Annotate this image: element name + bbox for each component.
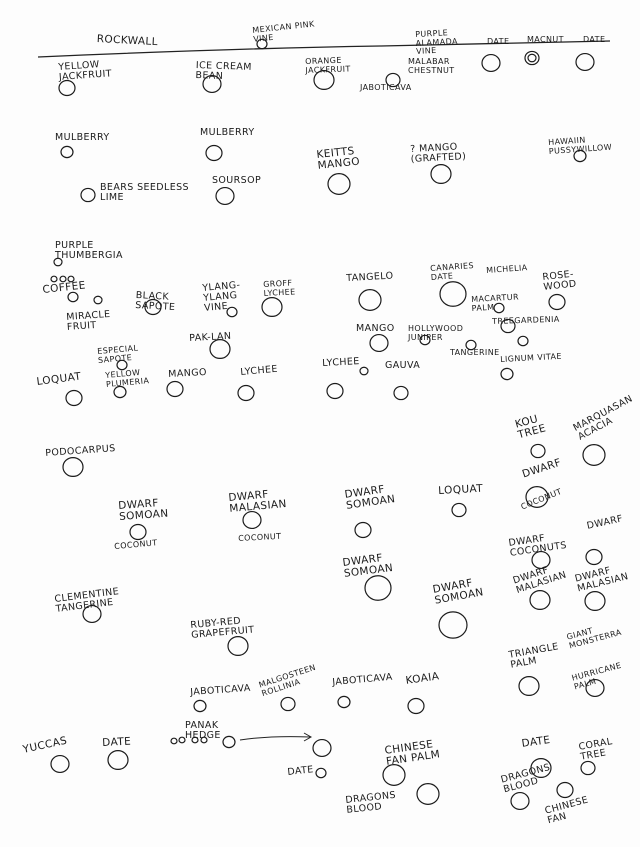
plant-marker-73 bbox=[51, 756, 69, 773]
plant-marker-51 bbox=[452, 503, 466, 516]
plant-marker-74 bbox=[108, 751, 128, 770]
plant-marker-50 bbox=[355, 522, 371, 537]
label-dwarf-malasian-3: DWARF MALASIAN bbox=[573, 565, 630, 595]
plant-marker-47 bbox=[63, 458, 83, 477]
label-dwarf-malasian-2: DWARF MALASIAN bbox=[511, 564, 568, 597]
label-mango-mid: MANGO bbox=[356, 323, 395, 334]
plant-marker-46 bbox=[583, 445, 605, 466]
plant-marker-75 bbox=[316, 768, 326, 777]
label-macartur-palm: MACARTUR PALM bbox=[470, 292, 520, 313]
plant-marker-71 bbox=[223, 736, 235, 747]
plant-marker-55 bbox=[365, 576, 391, 600]
label-panak-hedge: PANAK HEDGE bbox=[185, 720, 221, 741]
label-malgosteen-rollinia: MALGOSTEEN ROLLINIA bbox=[257, 662, 317, 698]
label-coffee: COFFEE bbox=[41, 279, 87, 296]
label-jaboticava-1: JABOTICAVA bbox=[189, 682, 252, 698]
plant-marker-13 bbox=[431, 165, 451, 184]
label-gauva: GAUVA bbox=[385, 360, 421, 371]
label-mexican-pink-vine: MEXICAN PINK VINE bbox=[251, 19, 316, 44]
label-coconut-1: COCONUT bbox=[113, 538, 158, 551]
plant-marker-81 bbox=[417, 784, 439, 805]
plant-marker-63 bbox=[194, 700, 206, 711]
plant-marker-38 bbox=[66, 390, 82, 405]
label-coconut-3: COCONUT bbox=[519, 486, 564, 512]
label-hawaiin-pussywillow: HAWAIIN PUSSYWILLOW bbox=[547, 135, 613, 156]
label-marquasan-acacia: MARQUASAN ACACIA bbox=[571, 393, 635, 443]
label-rosewood: ROSE- WOOD bbox=[541, 268, 578, 293]
label-lychee-2: LYCHEE bbox=[321, 356, 360, 369]
plant-marker-16 bbox=[216, 188, 234, 205]
label-triangle-palm: TRIANGLE PALM bbox=[507, 641, 560, 671]
plant-marker-2 bbox=[482, 55, 500, 72]
label-koaia: KOAIA bbox=[404, 670, 441, 687]
label-macnut: MACNUT bbox=[527, 35, 564, 44]
plant-marker-10 bbox=[61, 146, 73, 157]
plant-marker-21 bbox=[68, 292, 78, 301]
plant-marker-32 bbox=[370, 335, 388, 352]
label-yuccas: YUCCAS bbox=[21, 734, 69, 756]
plant-marker-80 bbox=[511, 793, 529, 810]
label-orange-jackfruit: ORANGE JACKFRUIT bbox=[304, 55, 351, 75]
plant-marker-49 bbox=[243, 512, 261, 529]
label-chinese-fan-palm: CHINESE FAN PALM bbox=[383, 738, 441, 768]
label-date-b2: DATE bbox=[286, 764, 315, 778]
label-mango-left: MANGO bbox=[167, 366, 208, 380]
label-soursop: SOURSOP bbox=[212, 175, 262, 186]
label-miracle-fruit: MIRACLE FRUIT bbox=[65, 308, 111, 333]
plant-marker-41 bbox=[327, 383, 343, 398]
plant-marker-65 bbox=[338, 696, 350, 707]
plant-marker-11 bbox=[206, 145, 222, 160]
label-lignum-vitae: LIGNUM VITAE bbox=[499, 351, 563, 364]
plant-marker-15 bbox=[81, 188, 95, 201]
label-loquat-left: LOQUAT bbox=[35, 370, 82, 388]
plant-marker-44 bbox=[501, 368, 513, 379]
plant-marker-22 bbox=[94, 296, 102, 304]
label-coconut-2: COCONUT bbox=[237, 531, 282, 543]
label-michelia: MICHELIA bbox=[485, 263, 528, 275]
label-dwarf-somoan-3: DWARF SOMOAN bbox=[341, 552, 394, 580]
plant-marker-26 bbox=[359, 290, 381, 311]
plant-marker-3 bbox=[525, 51, 539, 64]
plant-marker-57 bbox=[439, 612, 467, 638]
label-purple-alamanda-vine: PURPLE ALAMADA VINE bbox=[414, 28, 459, 56]
label-mulberry-left: MULBERRY bbox=[55, 132, 110, 143]
plant-marker-64 bbox=[281, 697, 295, 710]
label-date-top-2: DATE bbox=[583, 35, 606, 44]
label-hollywood-juniper: HOLLYWOOD JUNIPER bbox=[408, 324, 464, 342]
plant-marker-4 bbox=[528, 54, 536, 62]
label-yellow-jackfruit: YELLOW JACKFRUIT bbox=[57, 59, 113, 83]
plant-marker-54 bbox=[586, 549, 602, 564]
label-lychee-1: LYCHEE bbox=[239, 363, 279, 378]
label-especial-sapote: ESPECIAL SAPOTE bbox=[96, 343, 139, 365]
plant-marker-25 bbox=[262, 298, 282, 317]
label-mulberry-mid: MULBERRY bbox=[200, 127, 255, 138]
label-loquat-right: LOQUAT bbox=[437, 482, 484, 497]
label-dwarf-coconut-1: DWARF bbox=[520, 456, 563, 481]
label-dragons-blood-2: DRAGONS BLOOD bbox=[344, 789, 397, 816]
label-dragons-blood-1: DRAGONS BLOOD bbox=[499, 761, 552, 796]
plant-marker-5 bbox=[576, 54, 594, 71]
plant-marker-40 bbox=[238, 385, 254, 400]
plant-marker-39 bbox=[167, 381, 183, 396]
plant-marker-12 bbox=[328, 174, 350, 195]
label-dwarf-malasian-1: DWARF MALASIAN bbox=[227, 488, 288, 515]
label-tangelo: TANGELO bbox=[345, 270, 394, 284]
label-treegardenia: TREEGARDENIA bbox=[491, 314, 560, 326]
label-rockwall: ROCKWALL bbox=[96, 33, 159, 49]
label-keitts-mango: KEITTS MANGO bbox=[315, 144, 361, 172]
label-ylang-ylang-vine: YLANG- YLANG VINE bbox=[201, 279, 241, 314]
label-ice-cream-bean: ICE CREAM BEAN bbox=[195, 60, 253, 82]
plant-marker-60 bbox=[228, 637, 248, 656]
label-date-b1: DATE bbox=[101, 735, 132, 749]
plant-marker-79 bbox=[557, 782, 573, 797]
label-coral-tree: CORAL TREE bbox=[577, 736, 614, 763]
label-dwarf-coconuts: DWARF COCONUTS bbox=[507, 532, 568, 559]
label-tangerine: TANGERINE bbox=[450, 348, 500, 357]
label-dwarf-r2: DWARF bbox=[585, 513, 625, 532]
label-mango-grafted: ? MANGO (GRAFTED) bbox=[409, 141, 467, 165]
plant-marker-18 bbox=[51, 276, 57, 282]
label-podocarpus: PODOCARPUS bbox=[44, 443, 116, 459]
plant-marker-78 bbox=[581, 761, 595, 774]
plant-marker-27 bbox=[440, 282, 466, 306]
label-jaboticava-top: JABOTICAVA bbox=[360, 83, 412, 92]
label-groff-lychee: GROFF LYCHEE bbox=[262, 278, 296, 298]
label-purple-thumbergia: PURPLE THUMBERGIA bbox=[55, 240, 123, 261]
label-kou-tree: KOU TREE bbox=[513, 412, 548, 442]
plant-marker-29 bbox=[549, 294, 565, 309]
plant-marker-35 bbox=[518, 336, 528, 345]
plant-marker-61 bbox=[519, 677, 539, 696]
plant-marker-59 bbox=[585, 592, 605, 611]
label-black-sapote: BLACK SAPOTE bbox=[134, 290, 176, 314]
label-giant-monsterra: GIANT MONSTERRA bbox=[565, 626, 623, 650]
label-bears-seedless-lime: BEARS SEEDLESS LIME bbox=[100, 182, 189, 203]
plant-marker-58 bbox=[530, 591, 550, 610]
label-dwarf-somoan-4: DWARF SOMOAN bbox=[431, 576, 485, 607]
panak-arrow bbox=[240, 733, 311, 741]
label-clementine-tangerine: CLEMENTINE TANGERINE bbox=[53, 586, 120, 615]
label-chinese-fan: CHINESE FAN bbox=[543, 794, 590, 827]
plant-marker-43 bbox=[394, 386, 408, 399]
plant-marker-45 bbox=[531, 444, 545, 457]
plant-marker-67 bbox=[171, 738, 177, 744]
label-canaries-date: CANARIES DATE bbox=[429, 260, 475, 282]
label-yellow-plumeria: YELLOW PLUMERIA bbox=[104, 367, 150, 389]
label-date-top-1: DATE bbox=[487, 37, 510, 46]
label-date-b3: DATE bbox=[520, 733, 552, 750]
label-ruby-red-grapefruit: RUBY-RED GRAPEFRUIT bbox=[189, 615, 255, 641]
label-malabar-chestnut: MALABAR CHESTNUT bbox=[408, 57, 455, 75]
label-dwarf-somoan-2: DWARF SOMOAN bbox=[343, 483, 397, 512]
label-pak-lan: PAK-LAN bbox=[188, 330, 232, 344]
plant-marker-72 bbox=[313, 740, 331, 757]
label-jaboticava-2: JABOTICAVA bbox=[331, 671, 394, 688]
label-dwarf-somoan-1: DWARF SOMOAN bbox=[117, 497, 169, 523]
plant-marker-48 bbox=[130, 524, 146, 539]
plant-marker-42 bbox=[360, 367, 368, 375]
label-hurricane-palm: HURRICANE PALM bbox=[570, 660, 623, 691]
plant-marker-66 bbox=[408, 698, 424, 713]
